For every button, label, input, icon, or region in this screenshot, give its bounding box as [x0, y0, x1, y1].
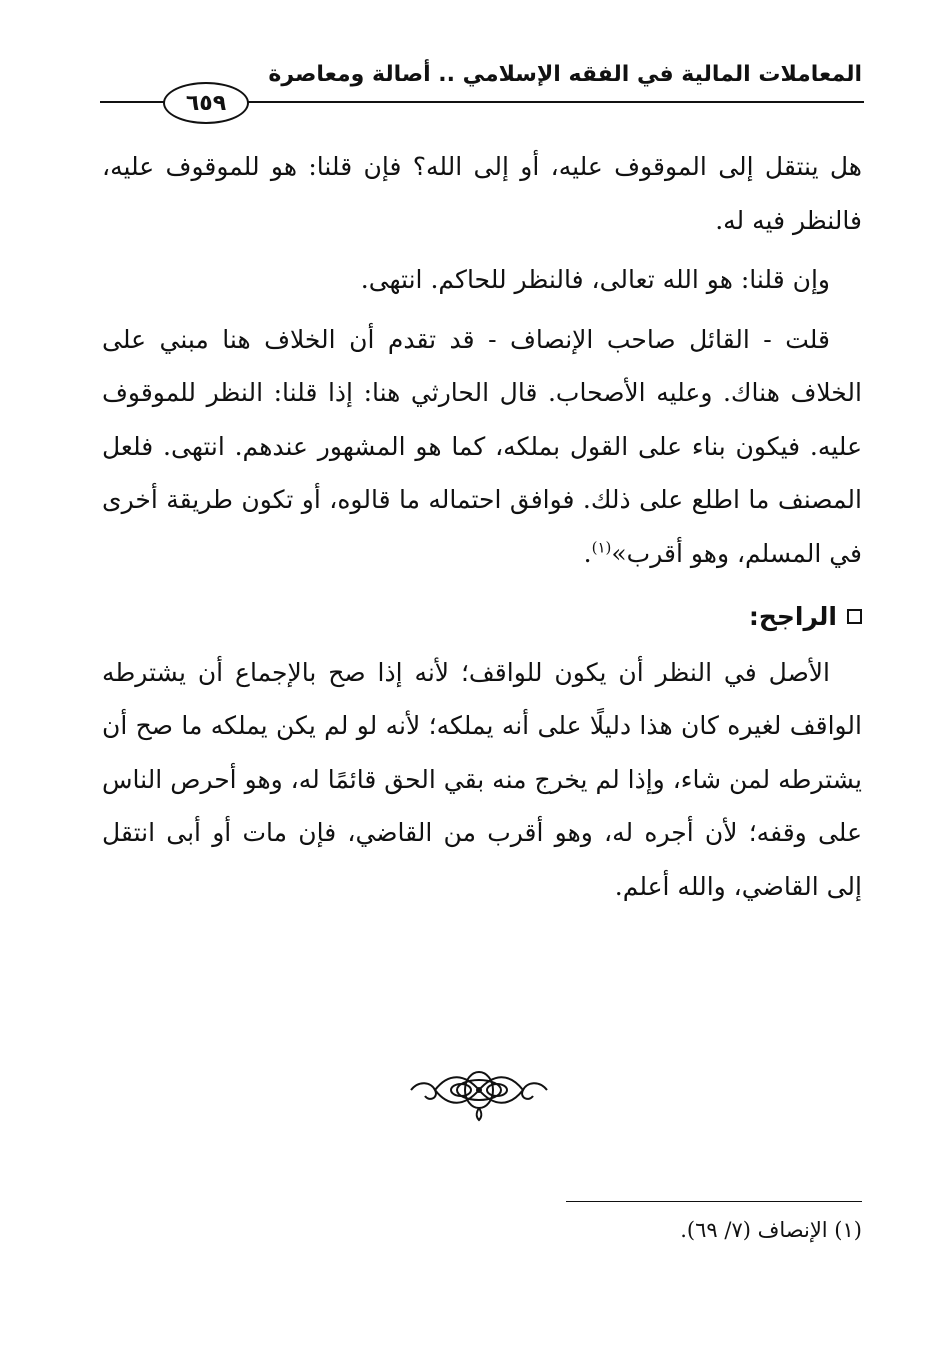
paragraph-3-text: قلت - القائل صاحب الإنصاف - قد تقدم أن الخلاف هنا مبني على الخلاف هناك. وعليه الأصحاب. قال الحارثي هنا: إذا قلنا: النظر للموقوف عليه. فيكون بناء على القول بملكه، كما هو المشهور عندهم. انتهى. فلعل المصنف ما اطلع على ذلك. فوافق احتماله ما قالوه، أو تكون طريقة أخرى في المسلم، وهو أقرب»	[102, 324, 862, 568]
paragraph-4: الأصل في النظر أن يكون للواقف؛ لأنه إذا صح بالإجماع أن يشترطه الواقف لغيره كان هذا دليلًا على أنه يملكه؛ لأنه لو لم يكن يملكه ما صح أن يشترطه لمن شاء، وإذا لم يخرج منه بقي الحق قائمًا له، وهو أحرص الناس على وقفه؛ لأن أجره له، وهو أقرب من القاضي، فإن مات أو أبى انتقل إلى القاضي، والله أعلم.	[102, 657, 862, 901]
running-title: المعاملات المالية في الفقه الإسلامي .. أصالة ومعاصرة	[268, 62, 862, 87]
paragraph-3	[102, 313, 862, 581]
footnote-1: (١) الإنصاف (٧/ ٦٩).	[680, 1218, 862, 1242]
body-text	[102, 140, 862, 913]
floral-divider-ornament	[405, 1060, 553, 1122]
square-outline-icon	[847, 609, 862, 624]
footnote-reference[interactable]: (١)	[591, 538, 612, 557]
section-heading-label: الراجح:	[748, 602, 837, 631]
paragraph-3-end: .	[583, 538, 592, 568]
paragraph-1: هل ينتقل إلى الموقوف عليه، أو إلى الله؟ فإن قلنا: هو للموقوف عليه، فالنظر فيه له.	[102, 152, 862, 235]
page-number: ٦٥٩	[163, 82, 249, 124]
section-heading	[102, 590, 862, 644]
paragraph-2: وإن قلنا: هو الله تعالى، فالنظر للحاكم. انتهى.	[360, 265, 830, 294]
footnote-rule	[566, 1201, 862, 1202]
